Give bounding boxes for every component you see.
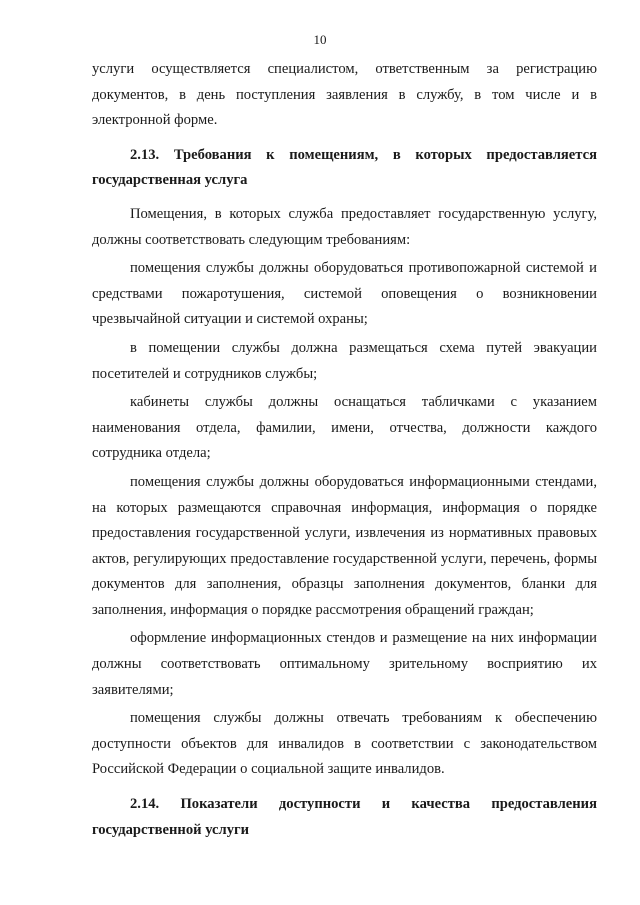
section-heading-2-14: 2.14. Показатели доступности и качества предоставления государственной услуги <box>92 796 597 838</box>
paragraph-requirement: в помещении службы должна размещаться схема путей эвакуации посетителей и сотрудников службы; <box>92 339 597 382</box>
paragraph-requirement: помещения службы должны отвечать требованиям к обеспечению доступности объектов для инвалидов в соответствии с законодательством Российской Федерации о социальной защите инвалидов. <box>92 710 597 778</box>
paragraph-continuation: услуги осуществляется специалистом, ответственным за регистрацию документов, в день поступления заявления в службу, в том числе и в электронной форме. <box>92 61 597 129</box>
section-heading-2-13: 2.13. Требования к помещениям, в которых предоставляется государственная услуга <box>92 146 597 189</box>
paragraph-intro: Помещения, в которых служба предоставляет государственную услугу, должны соответствовать следующим требованиям: <box>92 205 597 248</box>
document-body <box>92 57 597 843</box>
page-number: 10 <box>313 32 327 47</box>
paragraph-requirement: помещения службы должны оборудоваться информационными стендами, на которых размещаются справочная информация, информация о порядке предоставления государственной услуги, извлечения из нормативных правовых актов, регулирующих предоставление государственной услуги, перечень, формы документов для заполнения, образцы заполнения документов, бланки для заполнения, информация о порядке рассмотрения обращений граждан; <box>92 473 597 618</box>
paragraph-requirement: кабинеты службы должны оснащаться табличками с указанием наименования отдела, фамилии, имени, отчества, должности каждого сотрудника отдела; <box>92 394 597 462</box>
paragraph-requirement: помещения службы должны оборудоваться противопожарной системой и средствами пожаротушения, системой оповещения о возникновении чрезвычайной ситуации и системой охраны; <box>92 260 597 328</box>
paragraph-requirement: оформление информационных стендов и размещение на них информации должны соответствовать оптимальному зрительному восприятию их заявителями; <box>92 630 597 698</box>
